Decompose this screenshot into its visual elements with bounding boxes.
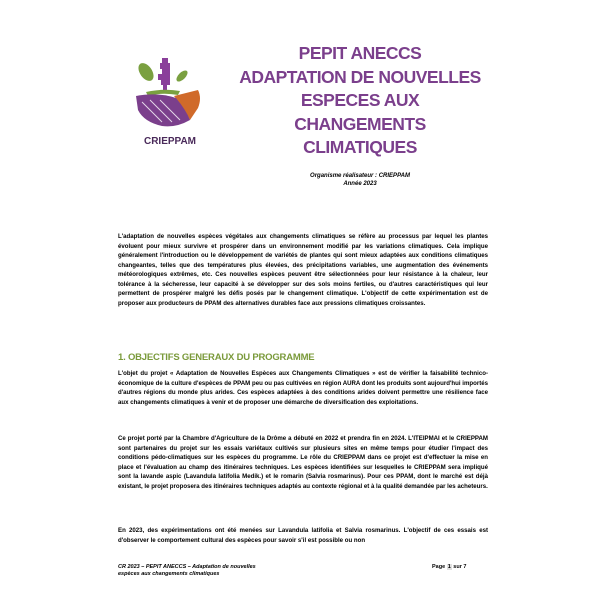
footer-title: CR 2023 – PEPIT ANECCS – Adaptation de nouvelles espèces aux changements climatiques bbox=[118, 564, 256, 577]
title-line: CLIMATIQUES bbox=[303, 137, 417, 157]
title-line: ESPECES AUX bbox=[300, 90, 420, 110]
section-paragraph: Ce projet porté par la Chambre d'Agriculture de la Drôme a débuté en 2022 et prendra fin en 2024. L'ITEIPMAI et le CRIEPPAM sont partenaires du projet sur les essais variétaux cultivés sur plusieurs sites en même temps pour étudier l'impact des conditions pédo-climatiques sur les espèces du programme. Le rôle du CRIEPPAM dans ce projet est d'effectuer la mise en place et l'évaluation au champ des itinéraires techniques. Les espèces identifiées sur lesquelles le CRIEPPAM sera impliqué sont la lavande aspic (Lavandula latifolia Medik.) et le romarin (Salvia rosmarinus). Pour ces PPAM, dont le marché est déjà existant, le projet proposera des itinéraires techniques adaptés au contexte régional et à la qualité demandée par les acheteurs. bbox=[118, 435, 488, 490]
title-line: ADAPTATION DE NOUVELLES bbox=[239, 66, 481, 87]
title-line: PEPIT ANECCS bbox=[298, 43, 422, 63]
page-prefix: Page bbox=[432, 564, 446, 570]
year-label: Année 2023 bbox=[343, 181, 377, 187]
document-meta bbox=[215, 172, 505, 188]
page-number bbox=[432, 564, 466, 570]
section-paragraph: L'objet du projet « Adaptation de Nouvelles Espèces aux Changements Climatiques » est de vérifier la faisabilité technico-économique de la culture d'espèces de PPAM peu ou pas cultivées en région AURA dont les produits sont aujourd'hui importés d'autres régions du monde plus arides. Ces espèces adaptées à des conditions arides doivent permettre une résilience face aux changements climatiques à venir et de proposer une démarche de diversification des exploitations. bbox=[118, 370, 488, 406]
crieppam-logo bbox=[132, 58, 208, 148]
page-suffix: sur 7 bbox=[453, 564, 467, 570]
section-paragraph: En 2023, des expérimentations ont été menées sur Lavandula latifolia et Salvia rosmarinus. L'objectif de ces essais est d'observer le comportement cultural des espèces pour savoir s'il est possible ou non bbox=[118, 527, 488, 544]
current-page: 1 bbox=[447, 564, 451, 570]
document-title bbox=[215, 42, 505, 160]
intro-paragraph: L'adaptation de nouvelles espèces végétales aux changements climatiques se réfère au processus par lequel les plantes évoluent pour mieux survivre et prospérer dans un environnement modifié par les variations climatiques. Cela implique généralement l'introduction ou le développement de variétés de plantes qui sont mieux adaptées aux conditions climatiques changeantes, telles que des températures plus élevées, des précipitations variables, une augmentation des événements météorologiques extrêmes, etc. Ces nouvelles espèces peuvent être sélectionnées pour leur résistance à la chaleur, leur tolérance à la sécheresse, leur capacité à se développer sur des sols moins fertiles, ou d'autres caractéristiques qui leur permettent de prospérer malgré les défis posés par le changement climatique. L'objectif de cette expérimentation est de proposer aux producteurs de PPAM des alternatives durables face aux pressions climatiques croissantes. bbox=[118, 233, 488, 307]
organisme-label: Organisme réalisateur : CRIEPPAM bbox=[310, 173, 410, 179]
lavender-field-logo-icon bbox=[132, 58, 208, 148]
logo-text: CRIEPPAM bbox=[143, 136, 197, 147]
section-heading: 1. OBJECTIFS GENERAUX DU PROGRAMME bbox=[118, 352, 315, 363]
title-line: CHANGEMENTS bbox=[294, 113, 426, 134]
